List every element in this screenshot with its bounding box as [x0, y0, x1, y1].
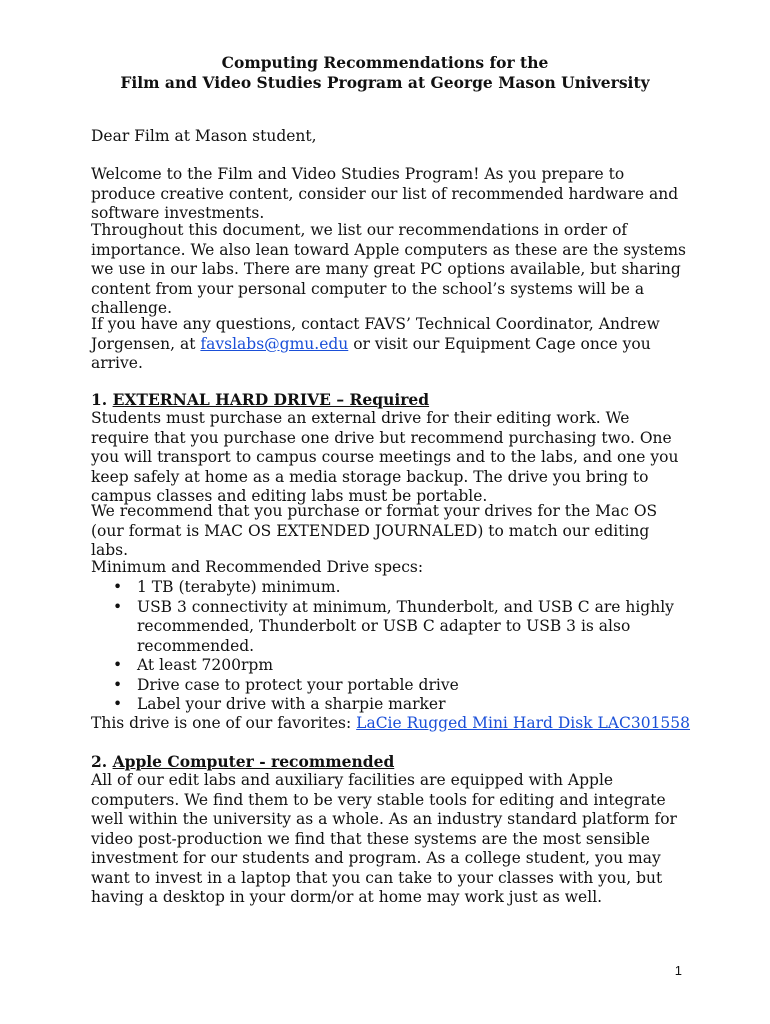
document-title-line2: Film and Video Studies Program at George Mason University	[120, 73, 650, 92]
favorite-drive-link[interactable]: LaCie Rugged Mini Hard Disk LAC301558	[356, 714, 691, 732]
format-paragraph: We recommend that you purchase or format your drives for the Mac OS (our format is MAC OS EXTENDED JOURNALED) to match our editing labs.	[91, 502, 658, 559]
section1-heading	[91, 390, 691, 410]
spec-item: • Drive case to protect your portable drive	[91, 676, 691, 696]
welcome-paragraph: Welcome to the Film and Video Studies Program! As you prepare to produce creative content, consider our list of recommended hardware and software investments.	[91, 165, 679, 222]
favorite-text: This drive is one of our favorites:	[91, 714, 357, 732]
page-number: 1	[674, 963, 682, 978]
contact-paragraph	[91, 315, 691, 374]
spec-item: • USB 3 connectivity at minimum, Thunderbolt, and USB C are highly recommended, Thunderbolt or USB C adapter to USB 3 is also recommended.	[91, 598, 691, 657]
spec-item: • 1 TB (terabyte) minimum.	[91, 578, 691, 598]
section1-title: EXTERNAL HARD DRIVE – Required	[112, 390, 430, 409]
section2-number: 2.	[91, 752, 113, 771]
salutation: Dear Film at Mason student,	[91, 127, 317, 145]
order-paragraph: Throughout this document, we list our recommendations in order of importance. We also lean toward Apple computers as these are the systems we use in our labs. There are many great PC options available, but sharing content from your personal computer to the school’s systems will be a challenge.	[91, 221, 687, 317]
specs-label: Minimum and Recommended Drive specs:	[91, 558, 424, 576]
email-link[interactable]: favslabs@gmu.edu	[200, 334, 349, 353]
contact-text-after: or visit our Equipment Cage once you arrive.	[91, 334, 651, 372]
specs-list	[91, 578, 691, 715]
favorite-drive-paragraph	[91, 714, 691, 734]
section1-body: Students must purchase an external drive for their editing work. We require that you purchase one drive but recommend purchasing two. One you will transport to campus course meetings and to the labs, and one you keep safely at home as a media storage backup. The drive you bring to campus classes and editing labs must be portable.	[91, 409, 679, 505]
spec-item: • At least 7200rpm	[91, 656, 691, 676]
section2-body: All of our edit labs and auxiliary facilities are equipped with Apple computers. We find them to be very stable tools for editing and integrate well within the university as a whole. As an industry standard platform for video post-production we find that these systems are the most sensible investment for our students and program. As a college student, you may want to invest in a laptop that you can take to your classes with you, but having a desktop in your dorm/or at home may work just as well.	[91, 771, 677, 906]
section1-number: 1.	[91, 390, 113, 409]
document-title-line1: Computing Recommendations for the	[221, 53, 549, 72]
section2-title: Apple Computer - recommended	[112, 752, 395, 771]
section2-heading	[91, 752, 691, 772]
spec-item: • Label your drive with a sharpie marker	[91, 695, 691, 715]
contact-text: If you have any questions, contact FAVS’ Technical Coordinator, Andrew Jorgensen, at	[91, 315, 660, 353]
